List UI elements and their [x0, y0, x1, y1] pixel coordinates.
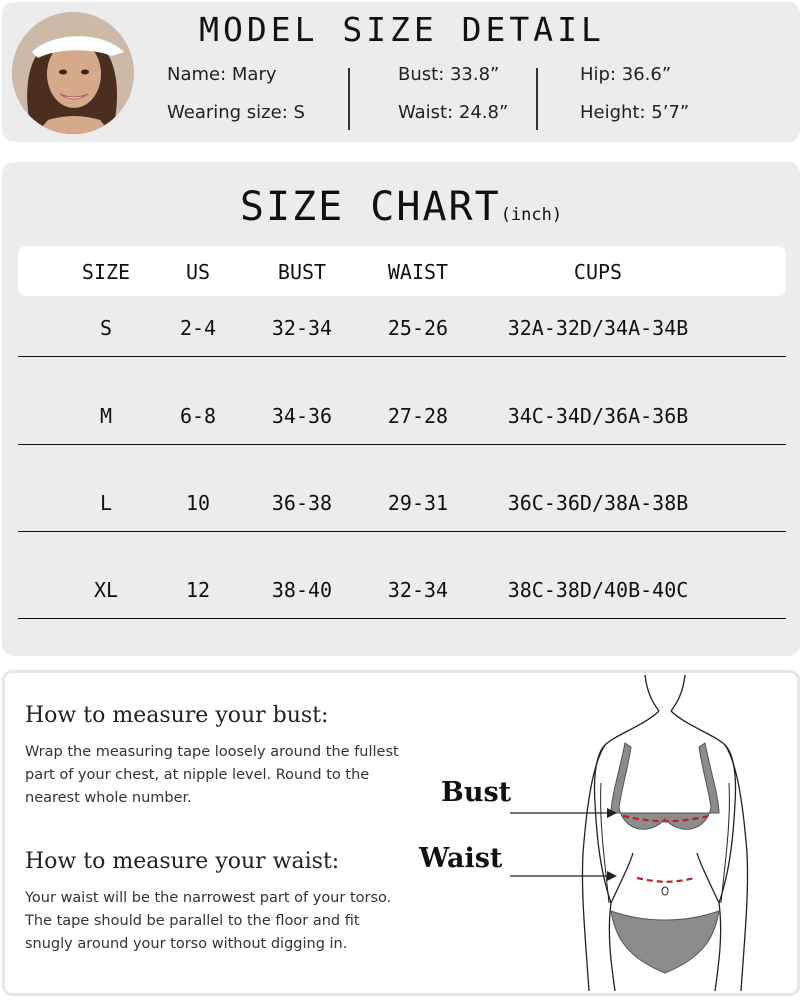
column-header-size: SIZE [81, 260, 131, 284]
table-cell: 34C-34D/36A-36B [507, 404, 689, 428]
table-cell: 29-31 [387, 491, 449, 515]
model-wearing-size: Wearing size: S [167, 102, 305, 123]
model-avatar [12, 12, 134, 134]
waist-label: Waist [419, 843, 503, 874]
row-divider [18, 356, 786, 357]
divider [536, 68, 538, 130]
model-waist: Waist: 24.8” [398, 102, 509, 123]
how-to-measure-card [2, 670, 800, 996]
bust-measure-text: Wrap the measuring tape loosely around the fullest part of your chest, at nipple level. Round to the nearest whole number. [25, 744, 399, 806]
table-cell: L [99, 491, 113, 515]
size-chart-heading: SIZE CHART [239, 184, 501, 230]
table-cell: 36C-36D/38A-38B [507, 491, 689, 515]
row-divider [18, 444, 786, 445]
table-cell: 32-34 [387, 578, 449, 602]
table-cell: 25-26 [387, 316, 449, 340]
bust-label: Bust [441, 777, 512, 808]
model-name: Name: Mary [167, 64, 277, 85]
table-cell: 12 [185, 578, 211, 602]
table-cell: 2-4 [179, 316, 217, 340]
row-divider [18, 618, 786, 619]
model-hip: Hip: 36.6” [580, 64, 672, 85]
row-divider [18, 531, 786, 532]
size-chart-unit: (inch) [500, 205, 563, 225]
table-cell: 10 [185, 491, 211, 515]
table-cell: 34-36 [271, 404, 333, 428]
table-cell: M [99, 404, 113, 428]
waist-measure-heading: How to measure your waist: [25, 849, 340, 874]
body-measurement-illustration [415, 673, 797, 993]
divider [348, 68, 350, 130]
column-header-cups: CUPS [573, 260, 623, 284]
table-cell: XL [93, 578, 119, 602]
table-cell: 38-40 [271, 578, 333, 602]
column-header-bust: BUST [277, 260, 327, 284]
model-size-card [2, 2, 800, 142]
table-cell: 38C-38D/40B-40C [507, 578, 689, 602]
table-cell: 27-28 [387, 404, 449, 428]
column-header-waist: WAIST [387, 260, 449, 284]
table-cell: 6-8 [179, 404, 217, 428]
waist-measure-text: Your waist will be the narrowest part of your torso. The tape should be parallel to the floor and fit snugly around your torso without digging in. [25, 890, 392, 952]
size-chart-card [2, 162, 800, 656]
model-bust: Bust: 33.8” [398, 64, 500, 85]
table-cell: 32A-32D/34A-34B [507, 316, 689, 340]
bust-measure-heading: How to measure your bust: [25, 703, 329, 728]
table-cell: 36-38 [271, 491, 333, 515]
table-cell: S [99, 316, 113, 340]
table-cell: 32-34 [271, 316, 333, 340]
model-title: MODEL SIZE DETAIL [199, 10, 605, 49]
column-header-us: US [185, 260, 211, 284]
size-chart-title [2, 184, 800, 230]
model-height: Height: 5’7” [580, 102, 690, 123]
